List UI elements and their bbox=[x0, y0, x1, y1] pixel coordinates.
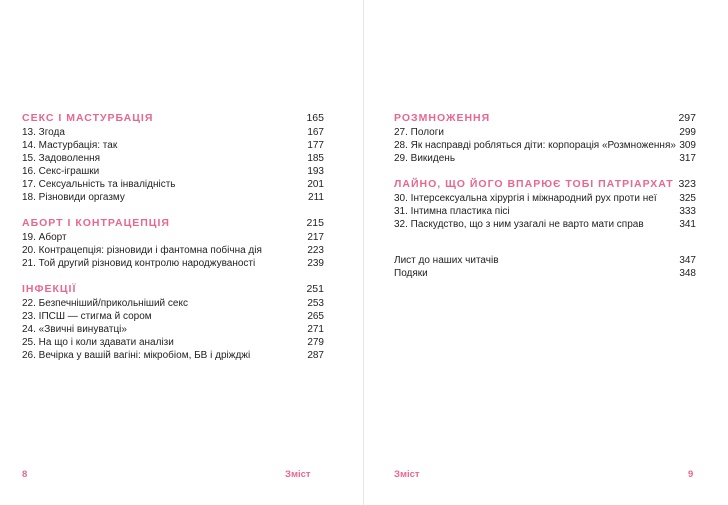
entry-title: 16. Секс-іграшки bbox=[22, 166, 100, 177]
entry-page: 348 bbox=[679, 268, 696, 279]
section-heading[interactable] bbox=[22, 215, 324, 231]
running-footer-label: Зміст bbox=[394, 469, 420, 480]
entry-title: 21. Той другий різновид контролю народжуваності bbox=[22, 258, 256, 269]
entry-title: 22. Безпечніший/прикольніший секс bbox=[22, 298, 188, 309]
toc-entry[interactable] bbox=[22, 336, 324, 349]
entry-page: 341 bbox=[679, 219, 696, 230]
toc-section bbox=[22, 281, 324, 362]
toc-entry[interactable] bbox=[22, 191, 324, 204]
entry-title: 29. Викидень bbox=[394, 153, 456, 164]
entry-title: 18. Різновиди оргазму bbox=[22, 192, 125, 203]
entry-page: 185 bbox=[307, 153, 324, 164]
entry-title: 30. Інтерсексуальна хірургія і міжнародний рух проти неї bbox=[394, 193, 657, 204]
entry-page: 167 bbox=[307, 127, 324, 138]
toc-section bbox=[394, 176, 696, 231]
section-title: ІНФЕКЦІЇ bbox=[22, 283, 77, 295]
entry-page: 279 bbox=[307, 337, 324, 348]
entry-page: 325 bbox=[679, 193, 696, 204]
entry-title: 28. Як насправді робляться діти: корпорація «Розмноження» bbox=[394, 140, 676, 151]
toc-entry[interactable] bbox=[22, 139, 324, 152]
section-page: 323 bbox=[678, 178, 696, 190]
section-title: СЕКС І МАСТУРБАЦІЯ bbox=[22, 112, 154, 124]
entry-page: 223 bbox=[307, 245, 324, 256]
toc-entry[interactable] bbox=[394, 126, 696, 139]
entry-title: 17. Сексуальність та інвалідність bbox=[22, 179, 176, 190]
section-heading[interactable] bbox=[22, 110, 324, 126]
section-heading[interactable] bbox=[22, 281, 324, 297]
toc-entry[interactable] bbox=[22, 244, 324, 257]
entry-title: 20. Контрацепція: різновиди і фантомна побічна дія bbox=[22, 245, 262, 256]
toc-section bbox=[22, 215, 324, 270]
page-number: 8 bbox=[22, 469, 28, 480]
toc-entry-acknowledgements[interactable] bbox=[394, 267, 696, 280]
entry-page: 239 bbox=[307, 258, 324, 269]
right-page bbox=[364, 0, 728, 505]
entry-title: 26. Вечірка у вашій вагіні: мікробіом, БВ і дріжджі bbox=[22, 350, 251, 361]
section-heading[interactable] bbox=[394, 176, 696, 192]
toc-entry[interactable] bbox=[394, 218, 696, 231]
table-of-contents-right bbox=[394, 110, 696, 291]
entry-title: Лист до наших читачів bbox=[394, 255, 499, 266]
entry-page: 217 bbox=[307, 232, 324, 243]
toc-entry[interactable] bbox=[22, 152, 324, 165]
entry-title: 32. Паскудство, що з ним узагалі не варто мати справ bbox=[394, 219, 644, 230]
entry-title: 27. Пологи bbox=[394, 127, 444, 138]
section-page: 297 bbox=[678, 112, 696, 124]
entry-page: 265 bbox=[307, 311, 324, 322]
entry-title: Подяки bbox=[394, 268, 428, 279]
section-page: 165 bbox=[306, 112, 324, 124]
entry-title: 31. Інтимна пластика пісі bbox=[394, 206, 510, 217]
toc-entry[interactable] bbox=[394, 139, 696, 152]
entry-page: 271 bbox=[307, 324, 324, 335]
entry-page: 177 bbox=[307, 140, 324, 151]
entry-page: 193 bbox=[307, 166, 324, 177]
section-title: РОЗМНОЖЕННЯ bbox=[394, 112, 491, 124]
entry-page: 317 bbox=[679, 153, 696, 164]
toc-entry[interactable] bbox=[22, 310, 324, 323]
page-number: 9 bbox=[688, 469, 694, 480]
section-title: ЛАЙНО, ЩО ЙОГО ВПАРЮЄ ТОБІ ПАТРІАРХАТ bbox=[394, 178, 674, 190]
section-page: 215 bbox=[306, 217, 324, 229]
toc-entry[interactable] bbox=[22, 297, 324, 310]
toc-entry[interactable] bbox=[22, 165, 324, 178]
entry-page: 201 bbox=[307, 179, 324, 190]
toc-entry[interactable] bbox=[394, 152, 696, 165]
entry-title: 14. Мастурбація: так bbox=[22, 140, 118, 151]
toc-section bbox=[22, 110, 324, 204]
entry-page: 333 bbox=[679, 206, 696, 217]
toc-entry[interactable] bbox=[394, 205, 696, 218]
entry-page: 309 bbox=[679, 140, 696, 151]
toc-entry[interactable] bbox=[22, 349, 324, 362]
section-heading[interactable] bbox=[394, 110, 696, 126]
entry-title: 13. Згода bbox=[22, 127, 65, 138]
entry-page: 287 bbox=[307, 350, 324, 361]
toc-entry[interactable] bbox=[22, 323, 324, 336]
toc-entry[interactable] bbox=[22, 178, 324, 191]
toc-entry-letter[interactable] bbox=[394, 254, 696, 267]
toc-entry[interactable] bbox=[22, 126, 324, 139]
toc-extras bbox=[394, 254, 696, 280]
entry-title: 23. ІПСШ — стигма й сором bbox=[22, 311, 152, 322]
section-title: АБОРТ І КОНТРАЦЕПЦІЯ bbox=[22, 217, 170, 229]
spacer bbox=[394, 242, 696, 254]
section-page: 251 bbox=[306, 283, 324, 295]
entry-page: 253 bbox=[307, 298, 324, 309]
toc-entry[interactable] bbox=[22, 257, 324, 270]
entry-title: 19. Аборт bbox=[22, 232, 67, 243]
entry-title: 25. На що і коли здавати аналізи bbox=[22, 337, 174, 348]
entry-page: 299 bbox=[679, 127, 696, 138]
toc-section bbox=[394, 110, 696, 165]
entry-title: 15. Задоволення bbox=[22, 153, 101, 164]
entry-title: 24. «Звичні винуватці» bbox=[22, 324, 127, 335]
toc-entry[interactable] bbox=[394, 192, 696, 205]
entry-page: 347 bbox=[679, 255, 696, 266]
table-of-contents-left bbox=[22, 110, 324, 373]
toc-entry[interactable] bbox=[22, 231, 324, 244]
running-footer-label: Зміст bbox=[285, 469, 311, 480]
entry-page: 211 bbox=[308, 192, 324, 203]
